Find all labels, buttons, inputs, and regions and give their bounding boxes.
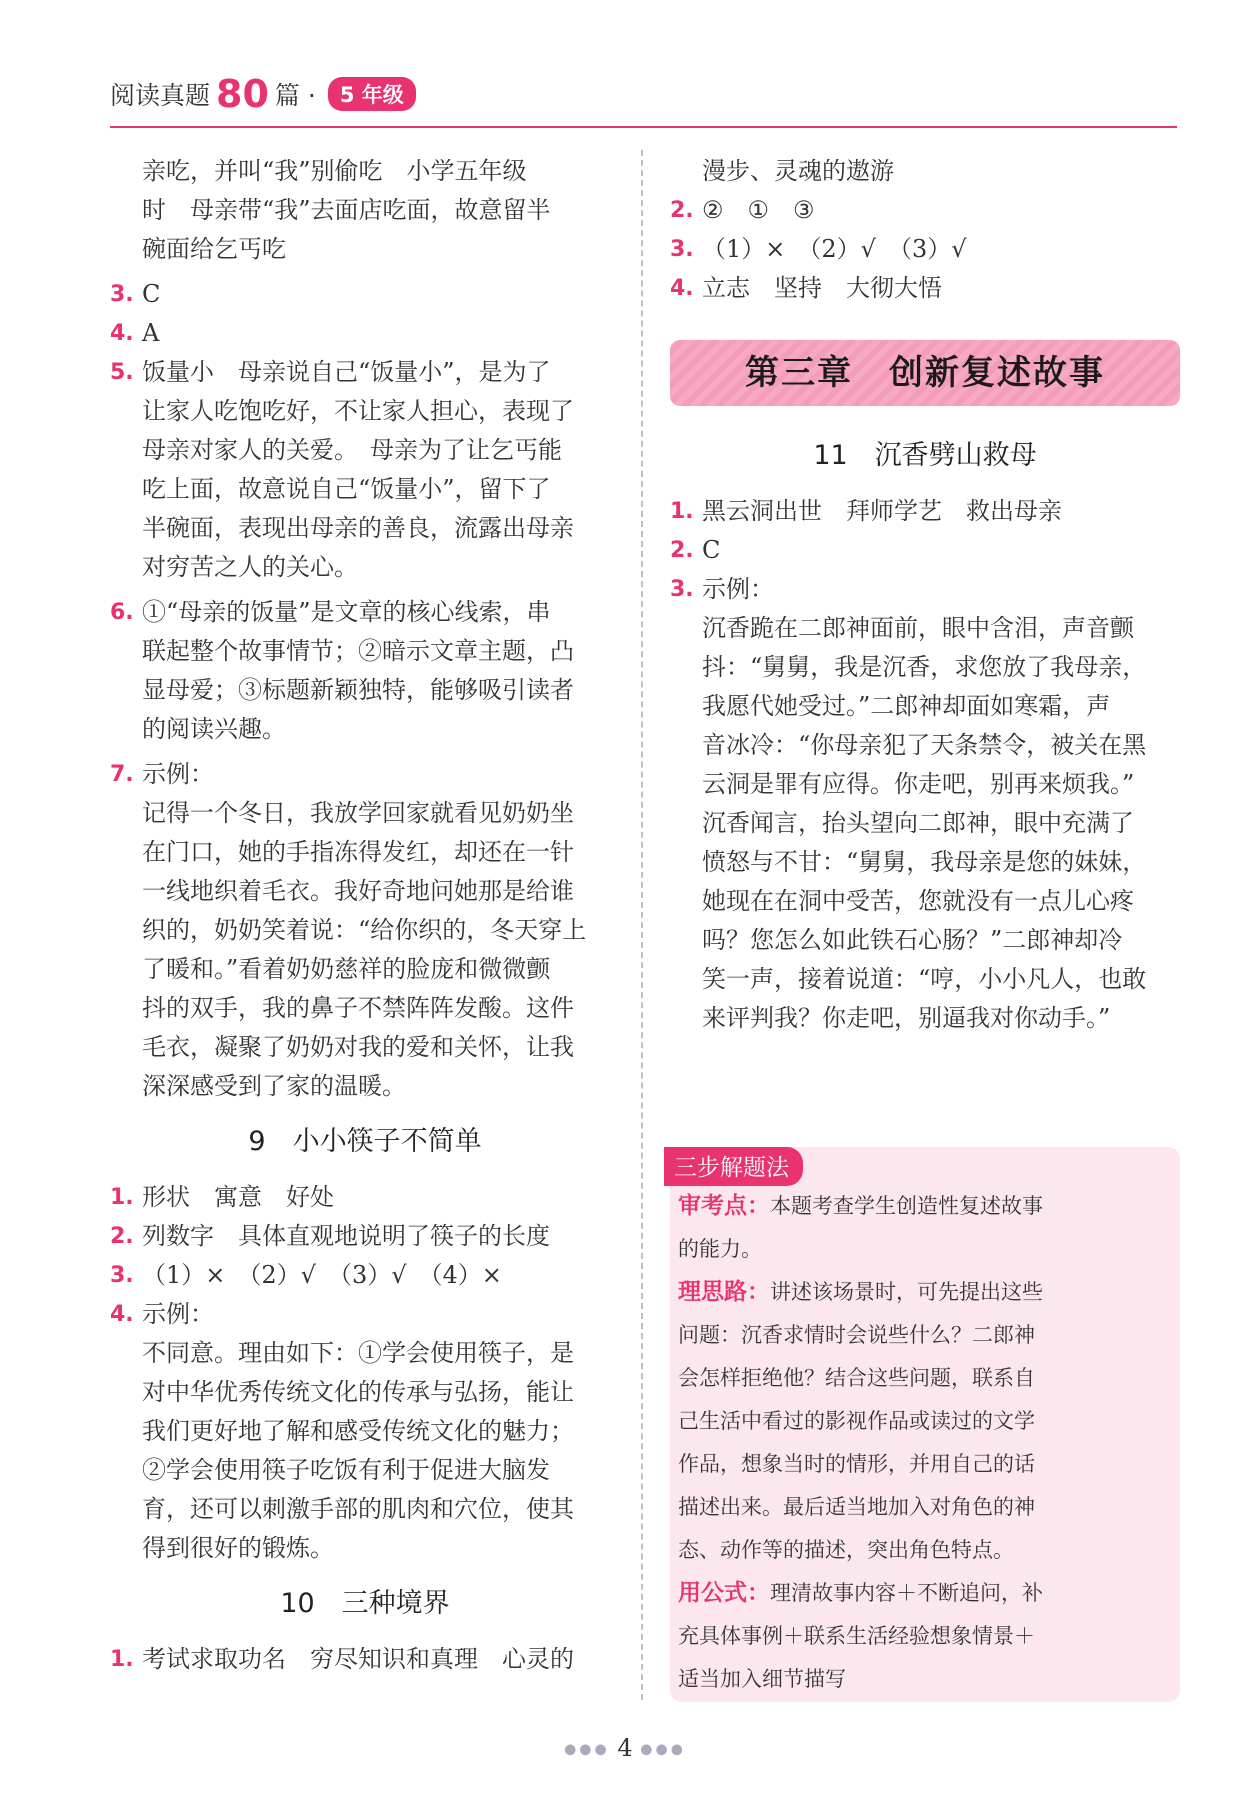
text-line: 对穷苦之人的关心。 <box>142 553 358 581</box>
answer-text: （1）× （2）√ （3）√ （4）× <box>142 1261 502 1289</box>
tip-text: 会怎样拒绝他？结合这些问题，联系自 <box>678 1366 1035 1390</box>
question-number: 2. <box>110 1224 134 1249</box>
text-line: 联起整个故事情节；②暗示文章主题，凸 <box>142 637 574 665</box>
tip-text: 讲述该场景时，可先提出这些 <box>770 1280 1043 1304</box>
answer-item <box>110 1178 620 1217</box>
tip-text: 问题：沉香求情时会说些什么？二郎神 <box>678 1323 1035 1347</box>
question-number: 4. <box>110 321 134 346</box>
text-line: 织的，奶奶笑着说：“给你织的，冬天穿上 <box>142 916 587 944</box>
answer-item <box>110 314 620 353</box>
text-line: 让家人吃饱吃好，不让家人担心，表现了 <box>142 397 574 425</box>
answer-text: ② ① ③ <box>702 196 815 224</box>
answer-text: 形状 寓意 好处 <box>142 1183 334 1211</box>
text-line: 半碗面，表现出母亲的善良，流露出母亲 <box>142 514 574 542</box>
tip-text: 本题考查学生创造性复述故事 <box>770 1194 1043 1218</box>
answer-text: （1）× （2）√ （3）√ <box>702 235 967 263</box>
text-line: 深深感受到了家的温暖。 <box>142 1072 406 1100</box>
column-divider <box>641 150 643 1700</box>
answer-text: 考试求取功名 穷尽知识和真理 心灵的 <box>142 1645 574 1673</box>
text-line: 育，还可以刺激手部的肌肉和穴位，使其 <box>142 1495 574 1523</box>
answer-item <box>670 230 1180 269</box>
answer-text: C <box>142 280 161 308</box>
text-line: 笑一声，接着说道：“哼，小小凡人，也敢 <box>702 965 1147 993</box>
text-line: 抖的双手，我的鼻子不禁阵阵发酸。这件 <box>142 994 574 1022</box>
tip-text: 适当加入细节描写 <box>678 1667 846 1691</box>
question-number: 1. <box>670 499 694 524</box>
tip-keyword: 审考点： <box>678 1193 770 1219</box>
text-line: 一线地织着毛衣。我好奇地问她那是给谁 <box>142 877 574 905</box>
text-line: ②学会使用筷子吃饭有利于促进大脑发 <box>142 1456 550 1484</box>
answer-text: ①“母亲的饭量”是文章的核心线索，串 <box>142 598 551 626</box>
right-column <box>670 152 1180 1038</box>
answer-item <box>670 191 1180 230</box>
question-number: 2. <box>670 538 694 563</box>
tips-tag: 三步解题法 <box>664 1147 803 1186</box>
text-line: 得到很好的锻炼。 <box>142 1534 334 1562</box>
footer-dots-right: ●●● <box>640 1741 686 1758</box>
question-number: 6. <box>110 600 134 625</box>
question-number: 4. <box>670 276 694 301</box>
text-line: 毛衣，凝聚了奶奶对我的爱和关怀，让我 <box>142 1033 574 1061</box>
text-line: 碗面给乞丐吃 <box>142 235 286 263</box>
chapter-banner: 第三章 创新复述故事 <box>670 340 1180 406</box>
text-line: 来评判我？你走吧，别逼我对你动手。” <box>702 1004 1111 1032</box>
text-line: 漫步、灵魂的遨游 <box>702 157 894 185</box>
question-number: 5. <box>110 360 134 385</box>
answer-text: 黑云洞出世 拜师学艺 救出母亲 <box>702 497 1062 525</box>
answer-item <box>110 1256 620 1295</box>
question-number: 2. <box>670 198 694 223</box>
tip-keyword: 用公式： <box>678 1580 770 1606</box>
book-title-suffix: 篇 · <box>274 81 316 110</box>
answer-text: 示例： <box>702 575 774 603</box>
answer-item <box>670 531 1180 570</box>
book-title-number: 80 <box>216 72 269 116</box>
answer-item <box>110 593 620 632</box>
section-title: 11 沉香劈山救母 <box>813 440 1037 471</box>
text-line: 云洞是罪有应得。你走吧，别再来烦我。” <box>702 770 1135 798</box>
answer-text: 示例： <box>142 1300 214 1328</box>
text-line: 不同意。理由如下：①学会使用筷子，是 <box>142 1339 574 1367</box>
section-title: 10 三种境界 <box>280 1588 450 1619</box>
answer-item <box>670 269 1180 308</box>
page-header <box>110 74 416 114</box>
answer-item <box>670 570 1180 609</box>
section-title: 9 小小筷子不简单 <box>248 1126 482 1157</box>
footer-dots-left: ●●● <box>564 1741 610 1758</box>
text-line: 沉香跪在二郎神面前，眼中含泪，声音颤 <box>702 614 1134 642</box>
tip-text: 充具体事例＋联系生活经验想象情景＋ <box>678 1624 1035 1648</box>
text-line: 愤怒与不甘：“舅舅，我母亲是您的妹妹， <box>702 848 1147 876</box>
tip-text: 的能力。 <box>678 1237 762 1261</box>
text-line: 我们更好地了解和感受传统文化的魅力； <box>142 1417 574 1445</box>
text-line: 记得一个冬日，我放学回家就看见奶奶坐 <box>142 799 574 827</box>
answer-text: 立志 坚持 大彻大悟 <box>702 274 942 302</box>
grade-badge: 5 年级 <box>328 77 416 111</box>
question-number: 7. <box>110 762 134 787</box>
text-line: 她现在在洞中受苦，您就没有一点儿心疼 <box>702 887 1134 915</box>
answer-item <box>110 1295 620 1334</box>
tip-text: 理清故事内容＋不断追问，补 <box>770 1581 1043 1605</box>
question-number: 3. <box>110 282 134 307</box>
answer-text: 示例： <box>142 760 214 788</box>
answer-text: C <box>702 536 721 564</box>
question-number: 1. <box>110 1185 134 1210</box>
page-footer <box>0 1734 1250 1762</box>
header-divider <box>110 126 1177 128</box>
tip-text: 态、动作等的描述，突出角色特点。 <box>678 1538 1014 1562</box>
text-line: 我愿代她受过。”二郎神却面如寒霜，声 <box>702 692 1111 720</box>
text-line: 亲吃，并叫“我”别偷吃 小学五年级 <box>142 157 527 185</box>
tip-keyword: 理思路： <box>678 1279 770 1305</box>
tip-text: 己生活中看过的影视作品或读过的文学 <box>678 1409 1035 1433</box>
page-number: 4 <box>617 1734 633 1762</box>
tips-body <box>678 1185 1178 1701</box>
answer-item <box>110 755 620 794</box>
question-number: 4. <box>110 1302 134 1327</box>
answer-item <box>110 275 620 314</box>
answer-text: 列数字 具体直观地说明了筷子的长度 <box>142 1222 550 1250</box>
tip-text: 描述出来。最后适当地加入对角色的神 <box>678 1495 1035 1519</box>
answer-text: 饭量小 母亲说自己“饭量小”，是为了 <box>142 358 551 386</box>
answer-item <box>110 1640 620 1679</box>
answer-item <box>670 492 1180 531</box>
question-number: 3. <box>670 577 694 602</box>
text-line: 母亲对家人的关爱。 母亲为了让乞丐能 <box>142 436 562 464</box>
text-line: 吃上面，故意说自己“饭量小”，留下了 <box>142 475 551 503</box>
tip-text: 作品，想象当时的情形，并用自己的话 <box>678 1452 1035 1476</box>
answer-text: A <box>142 319 160 347</box>
question-number: 3. <box>110 1263 134 1288</box>
solution-tips-box <box>670 1147 1180 1702</box>
question-number: 3. <box>670 237 694 262</box>
text-line: 显母爱；③标题新颖独特，能够吸引读者 <box>142 676 574 704</box>
text-line: 吗？您怎么如此铁石心肠？”二郎神却冷 <box>702 926 1123 954</box>
text-line: 抖：“舅舅，我是沉香，求您放了我母亲， <box>702 653 1147 681</box>
book-title: 阅读真题 <box>110 81 211 110</box>
question-number: 1. <box>110 1647 134 1672</box>
left-column <box>110 152 620 1679</box>
answer-item <box>110 1217 620 1256</box>
text-line: 时 母亲带“我”去面店吃面，故意留半 <box>142 196 551 224</box>
text-line: 的阅读兴趣。 <box>142 715 286 743</box>
text-line: 音冰冷：“你母亲犯了天条禁令，被关在黑 <box>702 731 1147 759</box>
text-line: 在门口，她的手指冻得发红，却还在一针 <box>142 838 574 866</box>
text-line: 沉香闻言，抬头望向二郎神，眼中充满了 <box>702 809 1134 837</box>
text-line: 对中华优秀传统文化的传承与弘扬，能让 <box>142 1378 574 1406</box>
text-line: 了暖和。”看着奶奶慈祥的脸庞和微微颤 <box>142 955 551 983</box>
answer-item <box>110 353 620 392</box>
